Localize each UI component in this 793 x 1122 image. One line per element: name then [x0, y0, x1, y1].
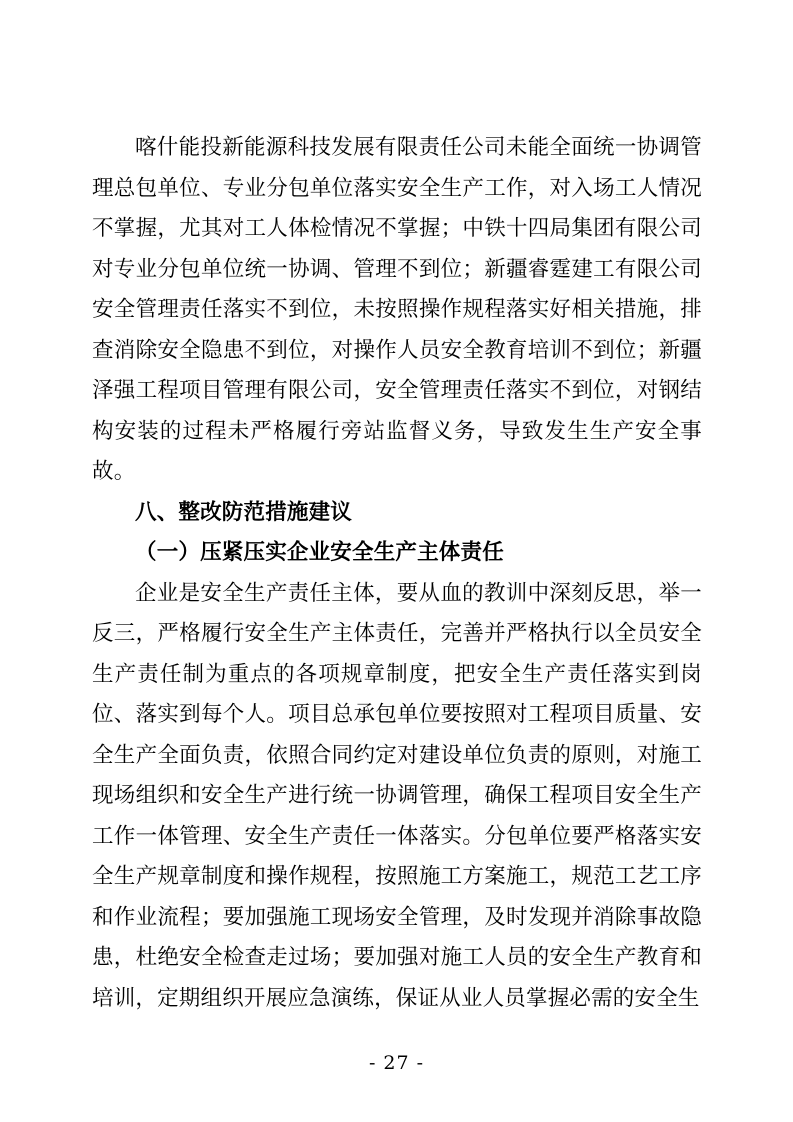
section-heading-eight: 八、整改防范措施建议	[135, 499, 353, 525]
document-body	[92, 128, 702, 1019]
subsection-heading-one: （一）压紧压实企业安全生产主体责任	[135, 540, 504, 565]
page-number: - 27 -	[368, 1052, 425, 1074]
paragraph-enterprise-responsibility: 企业是安全生产责任主体，要从血的教训中深刻反思，举一反三，严格履行安全生产主体责任，完善并严格执行以全员安全生产责任制为重点的各项规章制度，把安全生产责任落实到岗位、落实到每个人。项目总承包单位要按照对工程项目质量、安全生产全面负责，依照合同约定对建设单位负责的原则，对施工现场组织和安全生产进行统一协调管理，确保工程项目安全生产工作一体管理、安全生产责任一体落实。分包单位要严格落实安全生产规章制度和操作规程，按照施工方案施工，规范工艺工序和作业流程；要加强施工现场安全管理，及时发现并消除事故隐患，杜绝安全检查走过场；要加强对施工人员的安全生产教育和培训，定期组织开展应急演练，保证从业人员掌握必需的安全生	[92, 580, 702, 1011]
paragraph-responsibility-findings: 喀什能投新能源科技发展有限责任公司未能全面统一协调管理总包单位、专业分包单位落实安全生产工作，对入场工人情况不掌握，尤其对工人体检情况不掌握；中铁十四局集团有限公司对专业分包单位统一协调、管理不到位；新疆睿霆建工有限公司安全管理责任落实不到位，未按照操作规程落实好相关措施，排查消除安全隐患不到位，对操作人员安全教育培训不到位；新疆泽强工程项目管理有限公司，安全管理责任落实不到位，对钢结构安装的过程未严格履行旁站监督义务，导致发生生产安全事故。	[92, 135, 702, 484]
